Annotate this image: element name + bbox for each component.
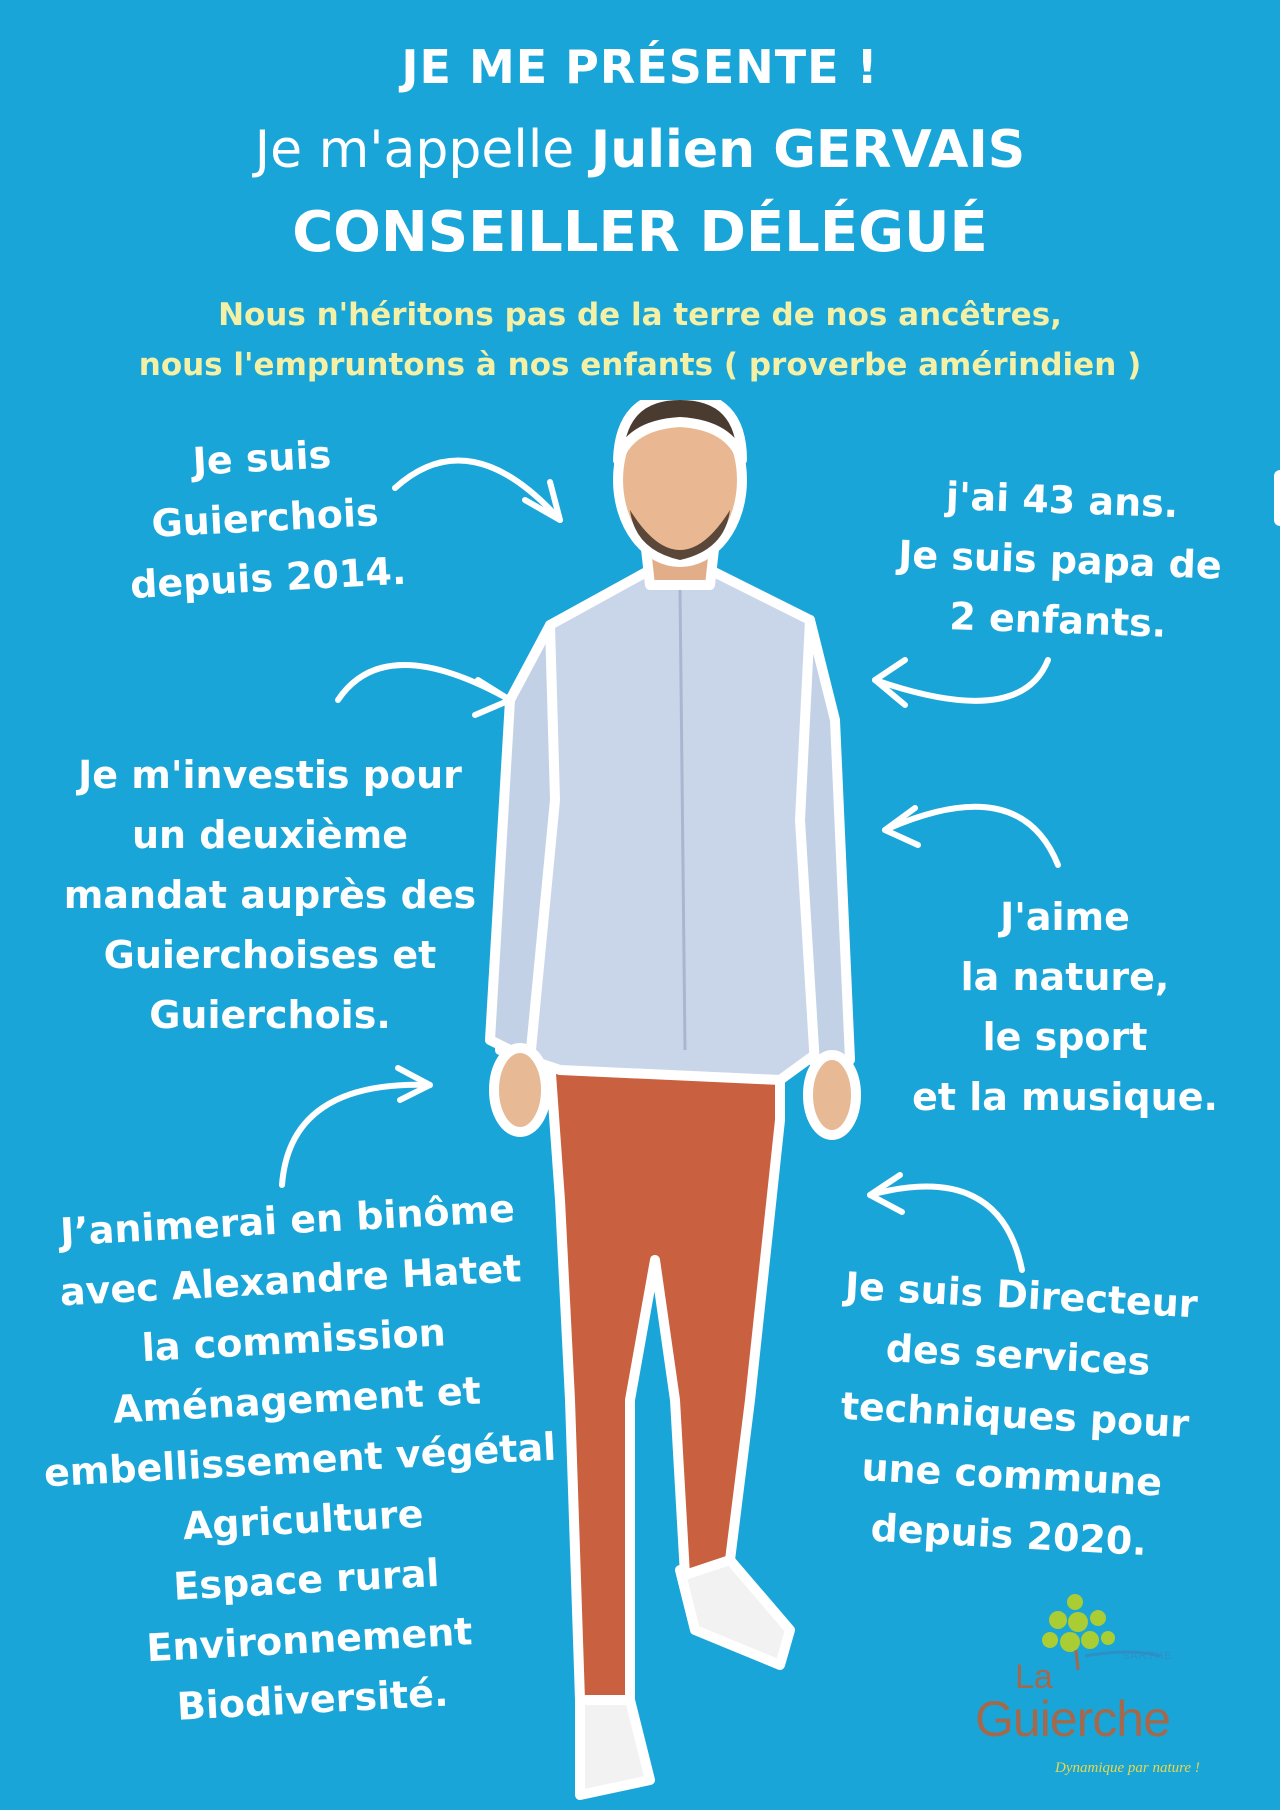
logo-word-guierche: Guierche <box>975 1691 1170 1747</box>
arrow-head-icon <box>398 1068 430 1100</box>
blurb-line: embellissement végétal <box>42 1424 558 1496</box>
arrow-icon <box>282 1085 430 1185</box>
blurb-line: le sport <box>982 1015 1148 1059</box>
blurb-line: techniques pour <box>839 1383 1191 1447</box>
blurb-line: la commission <box>140 1310 447 1371</box>
quote-line: Nous n'héritons pas de la terre de nos ancêtres, <box>218 297 1062 333</box>
blurb-line: Je suis <box>191 432 333 484</box>
blurb-likes <box>890 887 1240 1127</box>
blurb-line: Biodiversité. <box>175 1670 450 1729</box>
blurb-line: Guierchois <box>150 490 380 546</box>
blurb-line: j'ai 43 ans. <box>945 473 1179 527</box>
blurb-line: la nature, <box>960 955 1170 999</box>
blurb-line: Aménagement et <box>111 1368 482 1432</box>
page-kicker: JE ME PRÉSENTE ! <box>401 40 879 94</box>
blurb-line: mandat auprès des <box>63 873 477 917</box>
blurb-line: J'aime <box>1000 895 1130 939</box>
role-title: CONSEILLER DÉLÉGUÉ <box>292 200 988 265</box>
person-name: Julien GERVAIS <box>590 120 1026 180</box>
arrow-icon <box>875 660 1048 701</box>
blurb-line: avec Alexandre Hatet <box>58 1246 523 1315</box>
blurb-since-2014 <box>91 419 440 617</box>
blurb-line: Je suis Directeur <box>843 1263 1199 1327</box>
blurb-line: 2 enfants. <box>948 594 1168 646</box>
edge-tab <box>1274 470 1280 526</box>
logo-region: SARTHE <box>1122 1650 1173 1662</box>
blurb-line: des services <box>884 1326 1152 1384</box>
proverb-quote <box>0 290 1280 390</box>
intro-prefix: Je m'appelle <box>254 120 575 180</box>
blurb-line: Guierchois. <box>149 993 391 1037</box>
name-heading <box>0 120 1280 180</box>
blurb-age <box>857 463 1263 657</box>
blurb-mandat <box>40 745 500 1045</box>
blurb-commission <box>16 1176 584 1744</box>
blurb-line: J’animerai en binôme <box>59 1186 516 1255</box>
quote-line: nous l'empruntons à nos enfants ( proverbe amérindien ) <box>138 347 1142 383</box>
blurb-line: Environnement <box>145 1609 474 1671</box>
logo-word-la: La <box>1015 1658 1053 1696</box>
blurb-line: une commune <box>860 1445 1164 1505</box>
blurb-line: Je m'investis pour <box>78 753 462 797</box>
blurb-job <box>797 1254 1232 1576</box>
blurb-line: Je suis papa de <box>897 532 1223 588</box>
blurb-line: Guierchoises et <box>103 933 437 977</box>
blurb-line: Agriculture <box>181 1491 425 1549</box>
logo-tagline: Dynamique par nature ! <box>1055 1760 1200 1776</box>
blurb-line: depuis 2014. <box>129 548 408 608</box>
blurb-line: et la musique. <box>912 1075 1218 1119</box>
arrow-icon <box>885 807 1058 865</box>
blurb-line: Espace rural <box>172 1550 441 1609</box>
blurb-line: un deuxième <box>131 813 409 857</box>
blurb-line: depuis 2020. <box>869 1505 1148 1565</box>
